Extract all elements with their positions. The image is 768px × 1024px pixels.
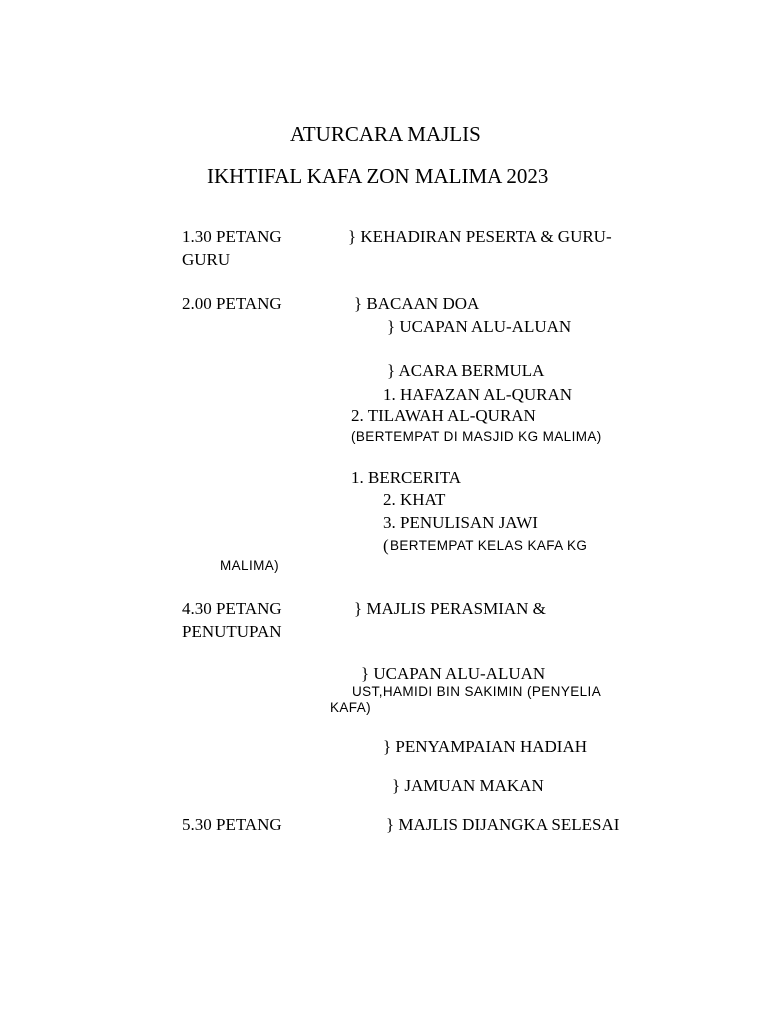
sub-penulisan-jawi: 3. PENULISAN JAWI	[383, 513, 538, 532]
venue-kelas: BERTEMPAT KELAS KAFA KG	[390, 538, 588, 553]
speaker-name: UST,HAMIDI BIN SAKIMIN (PENYELIA	[352, 684, 602, 699]
item-bacaan-doa: } BACAAN DOA	[354, 294, 480, 313]
sub-hafazan: 1. HAFAZAN AL-QURAN	[383, 385, 573, 404]
speaker-name-cont: KAFA)	[330, 700, 372, 715]
time-2-00: 2.00 PETANG	[182, 294, 282, 313]
item-kehadiran: } KEHADIRAN PESERTA & GURU-	[348, 227, 612, 246]
time-5-30: 5.30 PETANG	[182, 815, 282, 834]
item-kehadiran-cont: GURU	[182, 250, 231, 269]
sub-tilawah: 2. TILAWAH AL-QURAN	[351, 406, 536, 425]
item-jamuan-makan: } JAMUAN MAKAN	[392, 776, 544, 795]
sub-khat: 2. KHAT	[383, 490, 446, 509]
time-1-30: 1.30 PETANG	[182, 227, 282, 246]
item-acara-bermula: } ACARA BERMULA	[387, 361, 545, 380]
venue-masjid: (BERTEMPAT DI MASJID KG MALIMA)	[351, 429, 602, 444]
item-majlis-perasmian: } MAJLIS PERASMIAN &	[354, 599, 546, 618]
item-ucapan-alu-aluan-2: } UCAPAN ALU-ALUAN	[361, 664, 546, 683]
document-subtitle: IKHTIFAL KAFA ZON MALIMA 2023	[207, 164, 549, 188]
item-penyampaian-hadiah: } PENYAMPAIAN HADIAH	[383, 737, 587, 756]
item-ucapan-alu-aluan-1: } UCAPAN ALU-ALUAN	[387, 317, 572, 336]
item-majlis-perasmian-cont: PENUTUPAN	[182, 622, 282, 641]
item-majlis-selesai: } MAJLIS DIJANGKA SELESAI	[386, 815, 620, 834]
venue-kelas-paren: (	[383, 536, 389, 555]
time-4-30: 4.30 PETANG	[182, 599, 282, 618]
sub-bercerita: 1. BERCERITA	[351, 468, 462, 487]
document-title: ATURCARA MAJLIS	[290, 122, 481, 146]
venue-kelas-cont: MALIMA)	[220, 558, 280, 573]
